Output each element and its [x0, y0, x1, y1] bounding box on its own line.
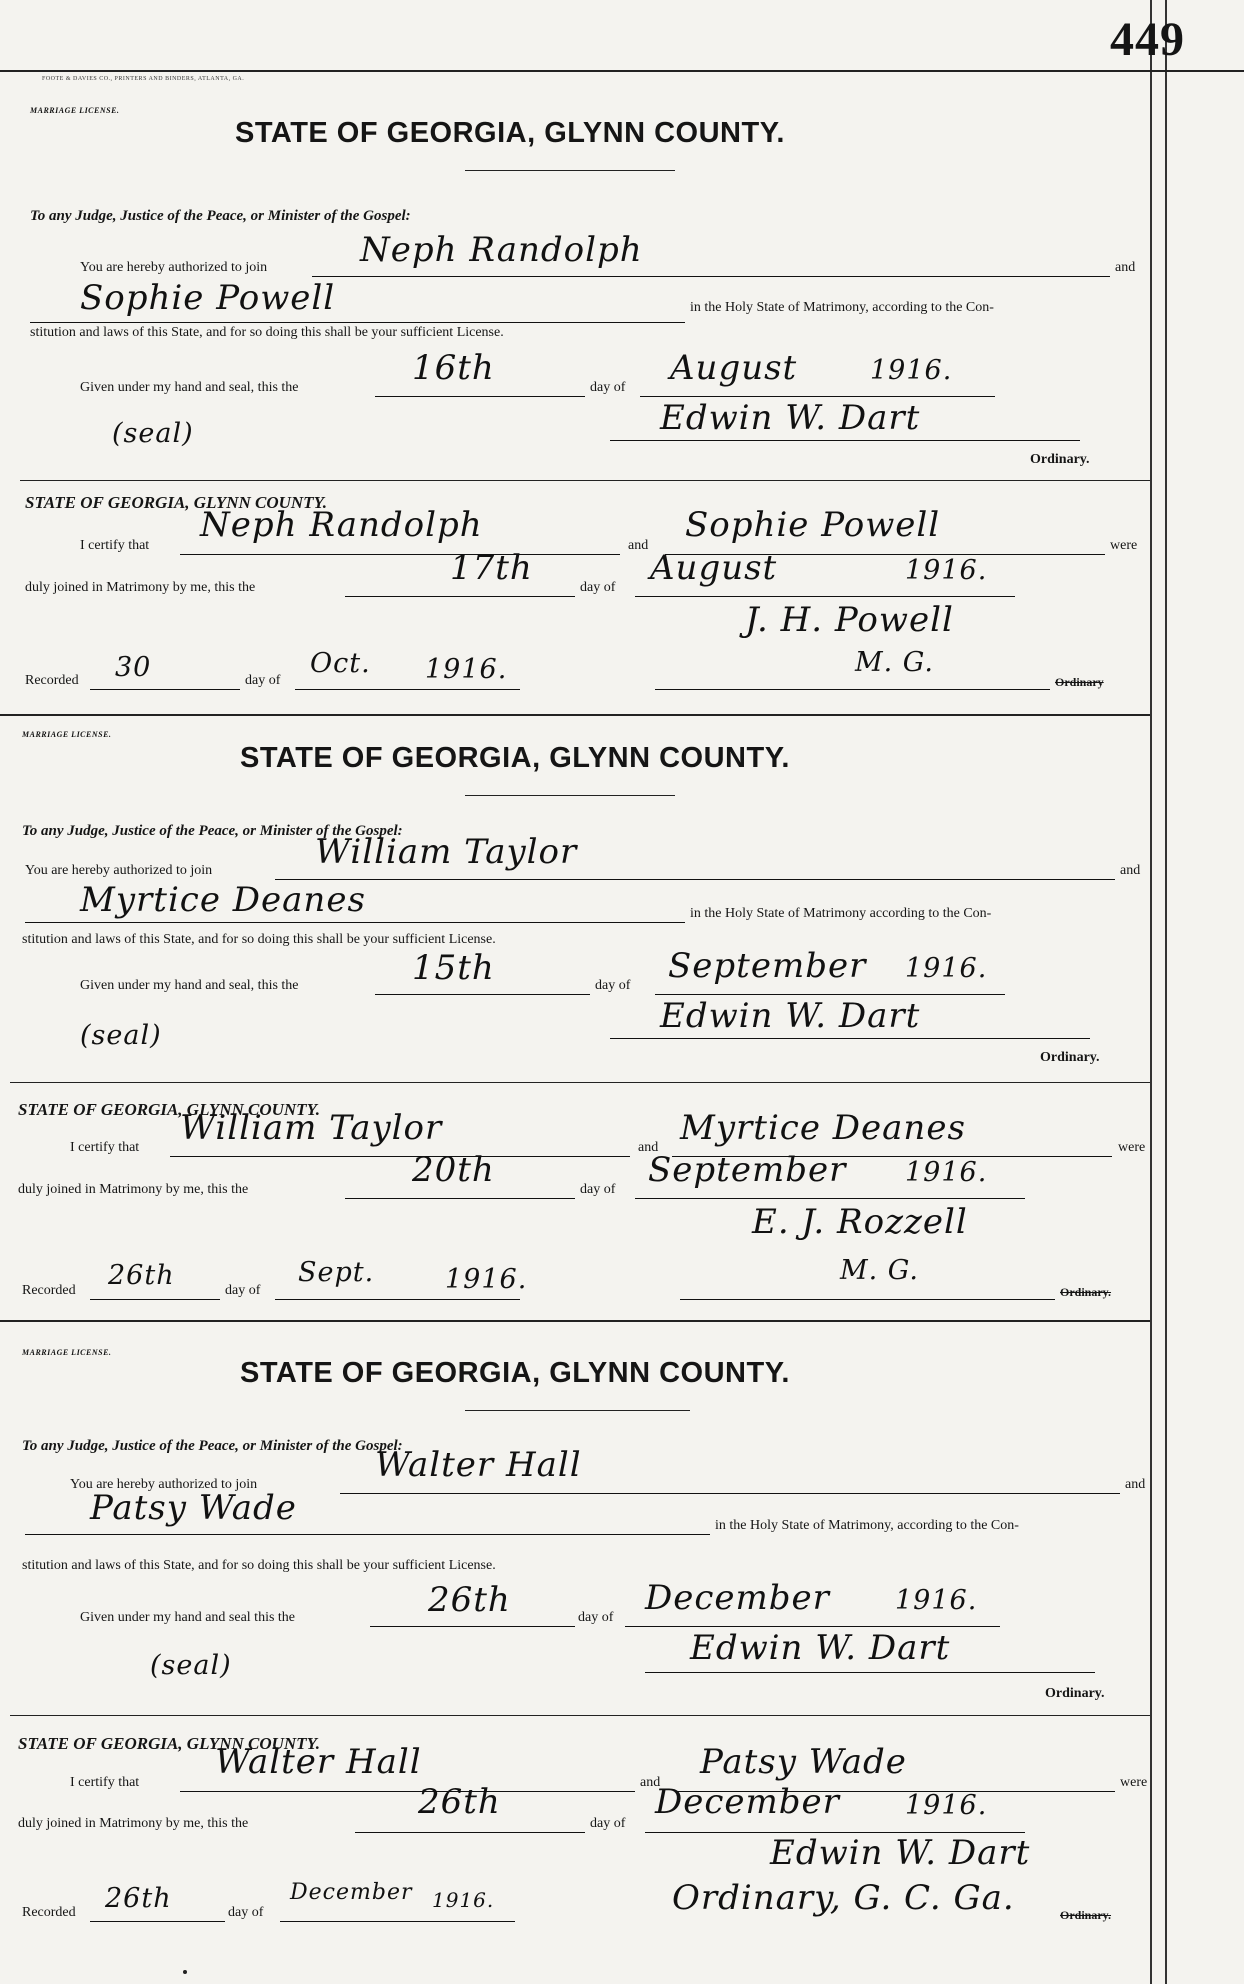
certify-text: I certify that — [70, 1775, 140, 1790]
certificate-name-1: Neph Randolph — [200, 505, 483, 545]
certificate-month: September — [648, 1150, 847, 1190]
recorded-year: 1916. — [425, 654, 508, 685]
officiant-title: Ordinary, G. C. Ga. — [672, 1878, 1015, 1918]
recorded-day: 26th — [108, 1260, 175, 1291]
recorded-text: Recorded — [22, 1905, 76, 1920]
record-heading: STATE OF GEORGIA, GLYNN COUNTY. — [240, 1357, 790, 1389]
marriage-record-2 — [0, 720, 1244, 1320]
certificate-month: December — [655, 1782, 840, 1822]
record-heading: STATE OF GEORGIA, GLYNN COUNTY. — [240, 742, 790, 774]
certificate-day: 26th — [418, 1782, 501, 1822]
record-heading: STATE OF GEORGIA, GLYNN COUNTY. — [235, 117, 785, 149]
top-rule — [0, 70, 1244, 72]
record-divider-1 — [0, 714, 1150, 716]
certify-text: I certify that — [70, 1140, 140, 1155]
officiant-title: M. G. — [840, 1255, 919, 1286]
joined-text: duly joined in Matrimony by me, this the — [25, 580, 256, 595]
license-day: 15th — [412, 948, 495, 988]
day-of-text: day of — [578, 1610, 614, 1625]
day-of-text: day of — [595, 978, 631, 993]
bride-name: Sophie Powell — [80, 278, 336, 318]
joined-text: duly joined in Matrimony by me, this the — [18, 1182, 249, 1197]
license-salutation: To any Judge, Justice of the Peace, or Minister of the Gospel: — [22, 823, 403, 839]
given-text: Given under my hand and seal, this the — [80, 380, 299, 395]
seal-mark: (seal) — [150, 1650, 232, 1681]
were-text: were — [1118, 1140, 1146, 1155]
printer-imprint: FOOTE & DAVIES CO., PRINTERS AND BINDERS, ATLANTA, GA. — [42, 76, 245, 82]
ordinary-text: Ordinary. — [1045, 1686, 1105, 1701]
recorded-day: 30 — [115, 652, 152, 683]
certificate-heading: STATE OF GEORGIA, GLYNN COUNTY. — [25, 493, 327, 512]
license-salutation: To any Judge, Justice of the Peace, or Minister of the Gospel: — [30, 208, 411, 224]
officiant-title: M. G. — [855, 647, 934, 678]
certificate-name-2: Myrtice Deanes — [680, 1108, 966, 1148]
certificate-ordinary-text: Ordinary — [1055, 675, 1104, 689]
certificate-and-text: and — [638, 1140, 659, 1155]
constitution-text: stitution and laws of this State, and for so doing this shall be your sufficient License. — [22, 932, 496, 947]
certificate-name-2: Patsy Wade — [700, 1742, 907, 1782]
bride-name: Myrtice Deanes — [80, 880, 366, 920]
ordinary-text: Ordinary. — [1040, 1050, 1100, 1065]
marriage-license-label: MARRIAGE LICENSE. — [22, 1348, 112, 1357]
given-text: Given under my hand and seal, this the — [80, 978, 299, 993]
license-year: 1916. — [870, 355, 953, 386]
license-day: 16th — [412, 348, 495, 388]
authorized-text: You are hereby authorized to join — [25, 863, 213, 878]
marriage-record-1 — [0, 100, 1244, 700]
officiant-name: Edwin W. Dart — [770, 1833, 1031, 1873]
page-speck — [183, 1970, 187, 1974]
officiant-name: E. J. Rozzell — [752, 1202, 968, 1242]
certificate-year: 1916. — [905, 1157, 988, 1188]
and-text: and — [1125, 1477, 1146, 1492]
certificate-ordinary-text: Ordinary. — [1060, 1285, 1112, 1299]
matrimony-text: in the Holy State of Matrimony, according to the Con- — [715, 1518, 1019, 1533]
certificate-day: 17th — [450, 548, 533, 588]
recorded-text: Recorded — [25, 673, 79, 688]
constitution-text: stitution and laws of this State, and for so doing this shall be your sufficient License. — [22, 1558, 496, 1573]
certificate-and-text: and — [640, 1775, 661, 1790]
joined-text: duly joined in Matrimony by me, this the — [18, 1816, 249, 1831]
were-text: were — [1120, 1775, 1148, 1790]
certify-text: I certify that — [80, 538, 150, 553]
record-divider-2 — [0, 1320, 1150, 1322]
recorded-day-of-text: day of — [228, 1905, 264, 1920]
recorded-month: Sept. — [298, 1257, 375, 1288]
given-text: Given under my hand and seal this the — [80, 1610, 296, 1625]
license-signer: Edwin W. Dart — [660, 996, 921, 1036]
authorized-text: You are hereby authorized to join — [80, 260, 268, 275]
certificate-year: 1916. — [905, 555, 988, 586]
officiant-name: J. H. Powell — [745, 600, 954, 640]
certificate-and-text: and — [628, 538, 649, 553]
certificate-ordinary-text: Ordinary. — [1060, 1908, 1112, 1922]
certificate-name-1: William Taylor — [180, 1108, 443, 1148]
license-signer: Edwin W. Dart — [660, 398, 921, 438]
were-text: were — [1110, 538, 1138, 553]
license-month: August — [670, 348, 798, 388]
and-text: and — [1120, 863, 1141, 878]
recorded-year: 1916. — [432, 1888, 495, 1912]
groom-name: Neph Randolph — [360, 230, 643, 270]
certificate-day-of-text: day of — [580, 1182, 616, 1197]
matrimony-text: in the Holy State of Matrimony, according to the Con- — [690, 300, 994, 315]
page-number: 449 — [1110, 13, 1185, 66]
recorded-year: 1916. — [445, 1264, 528, 1295]
certificate-name-2: Sophie Powell — [685, 505, 941, 545]
certificate-heading: STATE OF GEORGIA, GLYNN COUNTY. — [18, 1734, 320, 1753]
marriage-license-label: MARRIAGE LICENSE. — [22, 730, 112, 739]
certificate-year: 1916. — [905, 1790, 988, 1821]
seal-mark: (seal) — [80, 1020, 162, 1051]
recorded-day-of-text: day of — [245, 673, 281, 688]
license-month: December — [645, 1578, 830, 1618]
license-year: 1916. — [895, 1585, 978, 1616]
matrimony-text: in the Holy State of Matrimony according to the Con- — [690, 906, 992, 921]
recorded-day: 26th — [105, 1883, 172, 1914]
license-day: 26th — [428, 1580, 511, 1620]
recorded-text: Recorded — [22, 1283, 76, 1298]
marriage-record-3 — [0, 1330, 1244, 1930]
certificate-day: 20th — [412, 1150, 495, 1190]
groom-name: Walter Hall — [375, 1445, 582, 1485]
bride-name: Patsy Wade — [90, 1488, 297, 1528]
certificate-day-of-text: day of — [590, 1816, 626, 1831]
and-text: and — [1115, 260, 1136, 275]
constitution-text: stitution and laws of this State, and for so doing this shall be your sufficient License. — [30, 325, 504, 340]
authorized-text: You are hereby authorized to join — [70, 1477, 258, 1492]
day-of-text: day of — [590, 380, 626, 395]
license-month: September — [668, 946, 867, 986]
recorded-month: December — [290, 1880, 413, 1905]
recorded-day-of-text: day of — [225, 1283, 261, 1298]
marriage-license-label: MARRIAGE LICENSE. — [30, 106, 120, 115]
license-salutation: To any Judge, Justice of the Peace, or Minister of the Gospel: — [22, 1438, 403, 1454]
license-year: 1916. — [905, 953, 988, 984]
certificate-month: August — [650, 548, 778, 588]
certificate-name-1: Walter Hall — [215, 1742, 422, 1782]
recorded-month: Oct. — [310, 648, 371, 679]
ordinary-text: Ordinary. — [1030, 452, 1090, 467]
license-signer: Edwin W. Dart — [690, 1628, 951, 1668]
seal-mark: (seal) — [112, 418, 194, 449]
certificate-day-of-text: day of — [580, 580, 616, 595]
certificate-heading: STATE OF GEORGIA, GLYNN COUNTY. — [18, 1100, 320, 1119]
groom-name: William Taylor — [315, 832, 578, 872]
